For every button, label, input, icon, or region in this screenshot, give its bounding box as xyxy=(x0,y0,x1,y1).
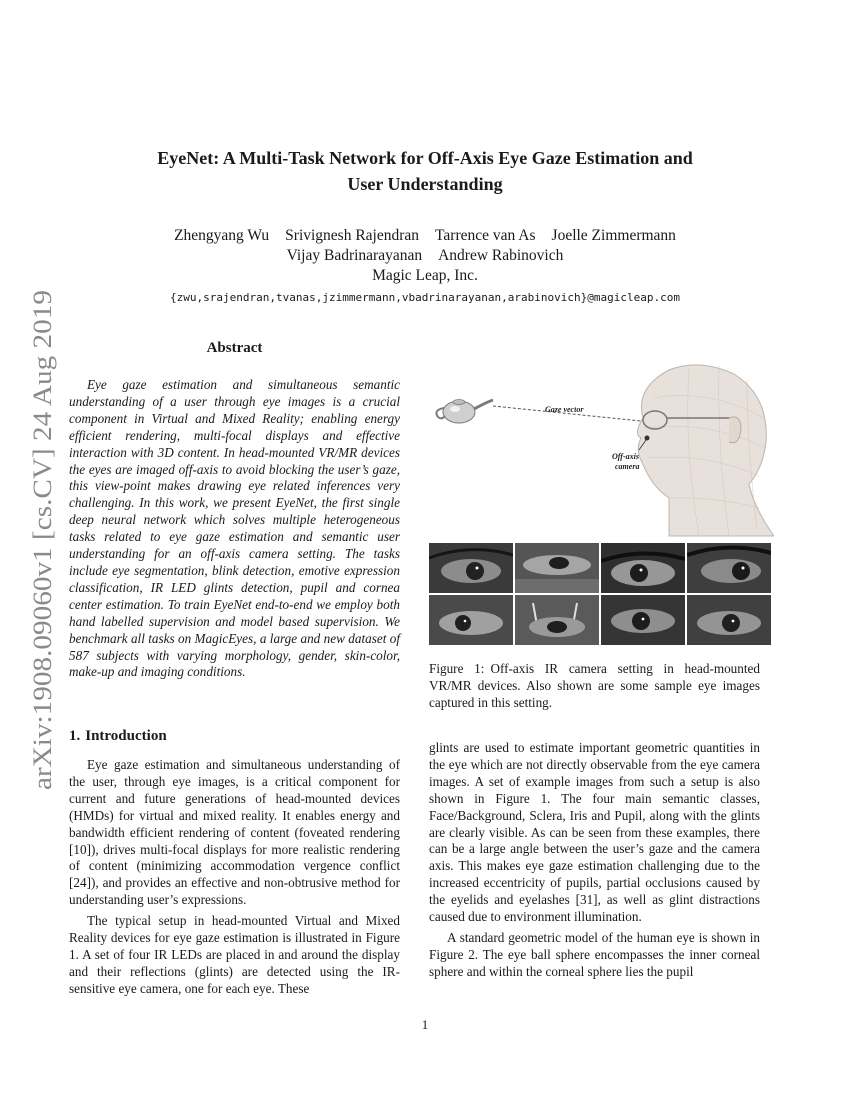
affiliation: Magic Leap, Inc. xyxy=(372,267,478,284)
caption-label: Figure 1: xyxy=(429,661,485,676)
arxiv-stamp-text: arXiv:1908.09060v1 [cs.CV] 24 Aug 2019 xyxy=(28,345,57,790)
intro-body xyxy=(69,757,400,1002)
camera-label-line-1: Off-axis xyxy=(612,452,639,461)
camera-icon xyxy=(645,436,650,441)
eye-image xyxy=(601,595,685,645)
section-number: 1. xyxy=(69,728,81,744)
abstract-text: Eye gaze estimation and simultaneous semantic understanding of a user through eye images is a crucial component in Virtual and Mixed Reality; enabling energy efficient rendering, multi-focal displays and effective interaction with 3D content. In head-mounted VR/MR devices the eyes are imaged off-axis to avoid blocking the user’s gaze, this view-point makes drawing eye related inferences very challenging. In this work, we present EyeNet, the first single deep neural network which solves multiple heterogeneous tasks related to eye gaze estimation and semantic user understanding for an off-axis camera setting. The tasks include eye segmentation, blink detection, emotive expression classification, IR LED glints detection, pupil and cornea center estimation. To train EyeNet end-to-end we employ both hand labelled supervision and model based supervision. We benchmark all tasks on MagicEyes, a large and new dataset of 587 subjects with varying morphology, gender, skin-color, make-up and imaging conditions. xyxy=(69,377,400,680)
author-name: Vijay Badrinarayanan xyxy=(286,247,423,264)
intro-heading xyxy=(69,728,167,745)
eye-image xyxy=(687,595,771,645)
eye-image xyxy=(687,543,771,593)
body-paragraph: glints are used to estimate important geometric quantities in the eye which are not directly observable from the eye camera images. A set of example images from such a setup is also shown in Figure 1. The four main semantic classes, Face/Background, Sclera, Iris and Pupil, along with the glints are clearly visible. As can be seen from these examples, there can be a large angle between the user’s gaze and the camera axis. This makes eye gaze estimation challenging due to the increased eccentricity of pupils, partial occlusions caused by the eyelids and eyelashes [31], as well as glint distractions caused due to environment illumination. xyxy=(429,740,760,925)
author-name: Zhengyang Wu xyxy=(174,227,270,244)
right-column-body xyxy=(429,740,760,985)
teapot-icon xyxy=(436,400,493,424)
section-title: Introduction xyxy=(85,728,167,744)
intro-paragraph-1: Eye gaze estimation and simultaneous understanding of the user, through eye images, is a critical component for current and future generations of head-mounted devices (HMDs) for virtual and mixed reality. It enables energy and bandwidth efficient rendering of content (foveated rendering [10]), drives multi-focal displays for more realistic rendering of content (minimizing accommodation vergence conflict [24]), and provides an effective and non-obtrusive method for understanding user’s expressions. xyxy=(69,757,400,908)
author-row-1 xyxy=(80,226,770,246)
paper-title xyxy=(80,145,770,197)
eye-image xyxy=(601,543,685,593)
eye-image xyxy=(515,595,599,645)
author-name: Srivignesh Rajendran xyxy=(285,227,420,244)
body-paragraph: A standard geometric model of the human eye is shown in Figure 2. The eye ball sphere encompasses the inner corneal sphere and within the corneal sphere lies the pupil xyxy=(429,929,760,979)
author-name: Joelle Zimmermann xyxy=(551,227,676,244)
gaze-vector-label: Gaze vector xyxy=(545,405,584,414)
eye-image xyxy=(429,543,513,593)
title-line-2: User Understanding xyxy=(347,174,503,194)
head-model xyxy=(637,365,774,536)
eye-image xyxy=(429,595,513,645)
title-line-1: EyeNet: A Multi-Task Network for Off-Axis Eye Gaze Estimation and xyxy=(157,148,693,168)
caption-text: Off-axis IR camera setting in head-mounted VR/MR devices. Also shown are some sample eye images captured in this setting. xyxy=(429,661,760,710)
author-emails: {zwu,srajendran,tvanas,jzimmermann,vbadrinarayanan,arabinovich}@magicleap.com xyxy=(170,291,680,304)
page-number: 1 xyxy=(421,1017,429,1032)
author-block xyxy=(80,226,770,308)
sample-eye-images xyxy=(429,543,771,647)
figure-1-caption xyxy=(429,661,760,712)
author-name: Tarrence van As xyxy=(435,227,536,244)
eye-image xyxy=(515,543,599,593)
camera-label-line-2: camera xyxy=(615,462,640,471)
arxiv-stamp xyxy=(21,285,61,795)
abstract-heading: Abstract xyxy=(206,340,263,356)
intro-paragraph-2: The typical setup in head-mounted Virtual and Mixed Reality devices for eye gaze estimation is illustrated in Figure 1. A set of four IR LEDs are placed in and around the display and their reflections (glints) are detected using the IR-sensitive eye camera, one for each eye. These xyxy=(69,913,400,996)
author-row-2 xyxy=(80,246,770,266)
figure-1-illustration xyxy=(429,358,774,538)
author-name: Andrew Rabinovich xyxy=(438,247,564,264)
